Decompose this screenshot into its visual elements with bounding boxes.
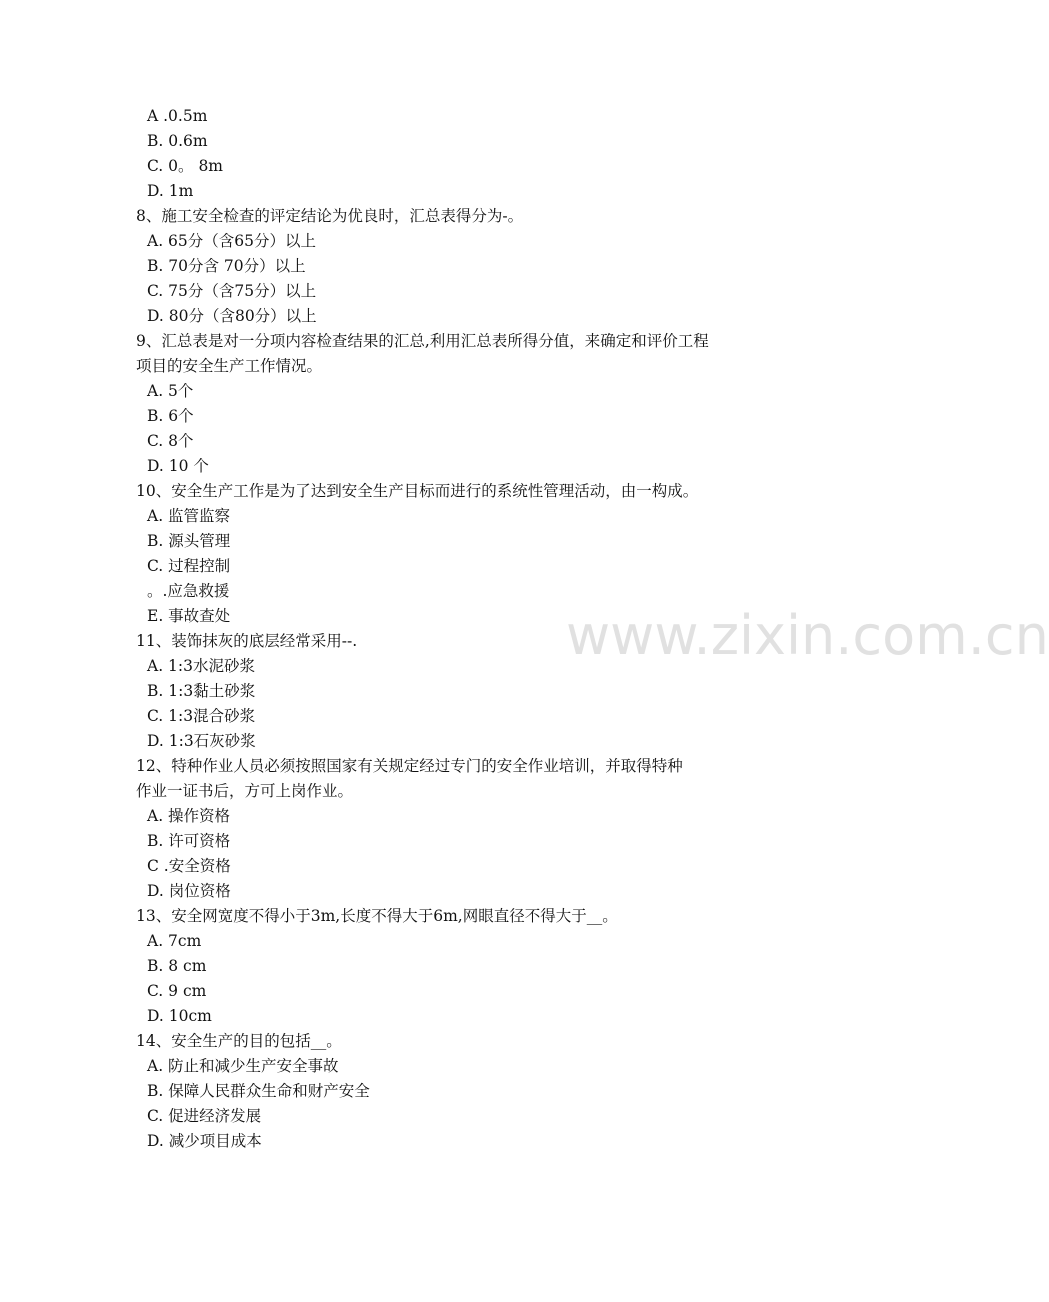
answer-option: C. 75分（含75分）以上 xyxy=(147,282,317,300)
answer-option: C .安全资格 xyxy=(147,857,231,875)
answer-option: A. 65分（含65分）以上 xyxy=(147,232,316,250)
answer-option: 。.应急救援 xyxy=(147,582,230,600)
answer-option: D. 10 个 xyxy=(147,457,209,475)
answer-option: C. 8个 xyxy=(147,432,194,450)
question-text: 14、安全生产的目的包括__。 xyxy=(136,1032,342,1050)
answer-option: B. 许可资格 xyxy=(147,832,231,850)
answer-option: B. 1:3黏土砂浆 xyxy=(147,682,256,700)
question-text: 10、安全生产工作是为了达到安全生产目标而进行的系统性管理活动，由一构成。 xyxy=(136,482,699,500)
question-text: 项目的安全生产工作情况。 xyxy=(136,357,323,375)
answer-option: D. 1:3石灰砂浆 xyxy=(147,732,256,750)
answer-option: A. 操作资格 xyxy=(147,807,231,825)
answer-option: D. 1m xyxy=(147,182,194,200)
answer-option: A. 防止和减少生产安全事故 xyxy=(147,1057,339,1075)
question-text: 作业一证书后，方可上岗作业。 xyxy=(136,782,354,800)
answer-option: C. 1:3混合砂浆 xyxy=(147,707,256,725)
answer-option: B. 70分含 70分）以上 xyxy=(147,257,306,275)
question-text: 11、装饰抹灰的底层经常采用--. xyxy=(136,632,358,650)
answer-option: D. 80分（含80分）以上 xyxy=(147,307,317,325)
answer-option: C. 促进经济发展 xyxy=(147,1107,262,1125)
question-text: 12、特种作业人员必须按照国家有关规定经过专门的安全作业培训，并取得特种 xyxy=(136,757,683,775)
question-text: 8、施工安全检查的评定结论为优良时，汇总表得分为-。 xyxy=(136,207,524,225)
answer-option: B. 0.6m xyxy=(147,132,208,150)
answer-option: B. 8 cm xyxy=(147,957,207,975)
answer-option: A. 1:3水泥砂浆 xyxy=(147,657,255,675)
question-text: 13、安全网宽度不得小于3m,长度不得大于6m,网眼直径不得大于__。 xyxy=(136,907,618,925)
watermark-text: www.zixin.com.cn xyxy=(566,604,1049,667)
question-text: 9、汇总表是对一分项内容检查结果的汇总,利用汇总表所得分值，来确定和评价工程 xyxy=(136,332,709,350)
answer-option: B. 源头管理 xyxy=(147,532,231,550)
answer-option: C. 过程控制 xyxy=(147,557,231,575)
answer-option: A. 7cm xyxy=(147,932,202,950)
answer-option: A. 监管监察 xyxy=(147,507,231,525)
answer-option: C. 0。 8m xyxy=(147,157,224,175)
answer-option: A .0.5m xyxy=(147,107,208,125)
document-page xyxy=(0,104,920,1154)
answer-option: C. 9 cm xyxy=(147,982,207,1000)
answer-option: D. 减少项目成本 xyxy=(147,1132,262,1150)
answer-option: E. 事故查处 xyxy=(147,607,231,625)
answer-option: D. 10cm xyxy=(147,1007,212,1025)
answer-option: D. 岗位资格 xyxy=(147,882,231,900)
answer-option: A. 5个 xyxy=(147,382,194,400)
answer-option: B. 6个 xyxy=(147,407,194,425)
answer-option: B. 保障人民群众生命和财产安全 xyxy=(147,1082,370,1100)
